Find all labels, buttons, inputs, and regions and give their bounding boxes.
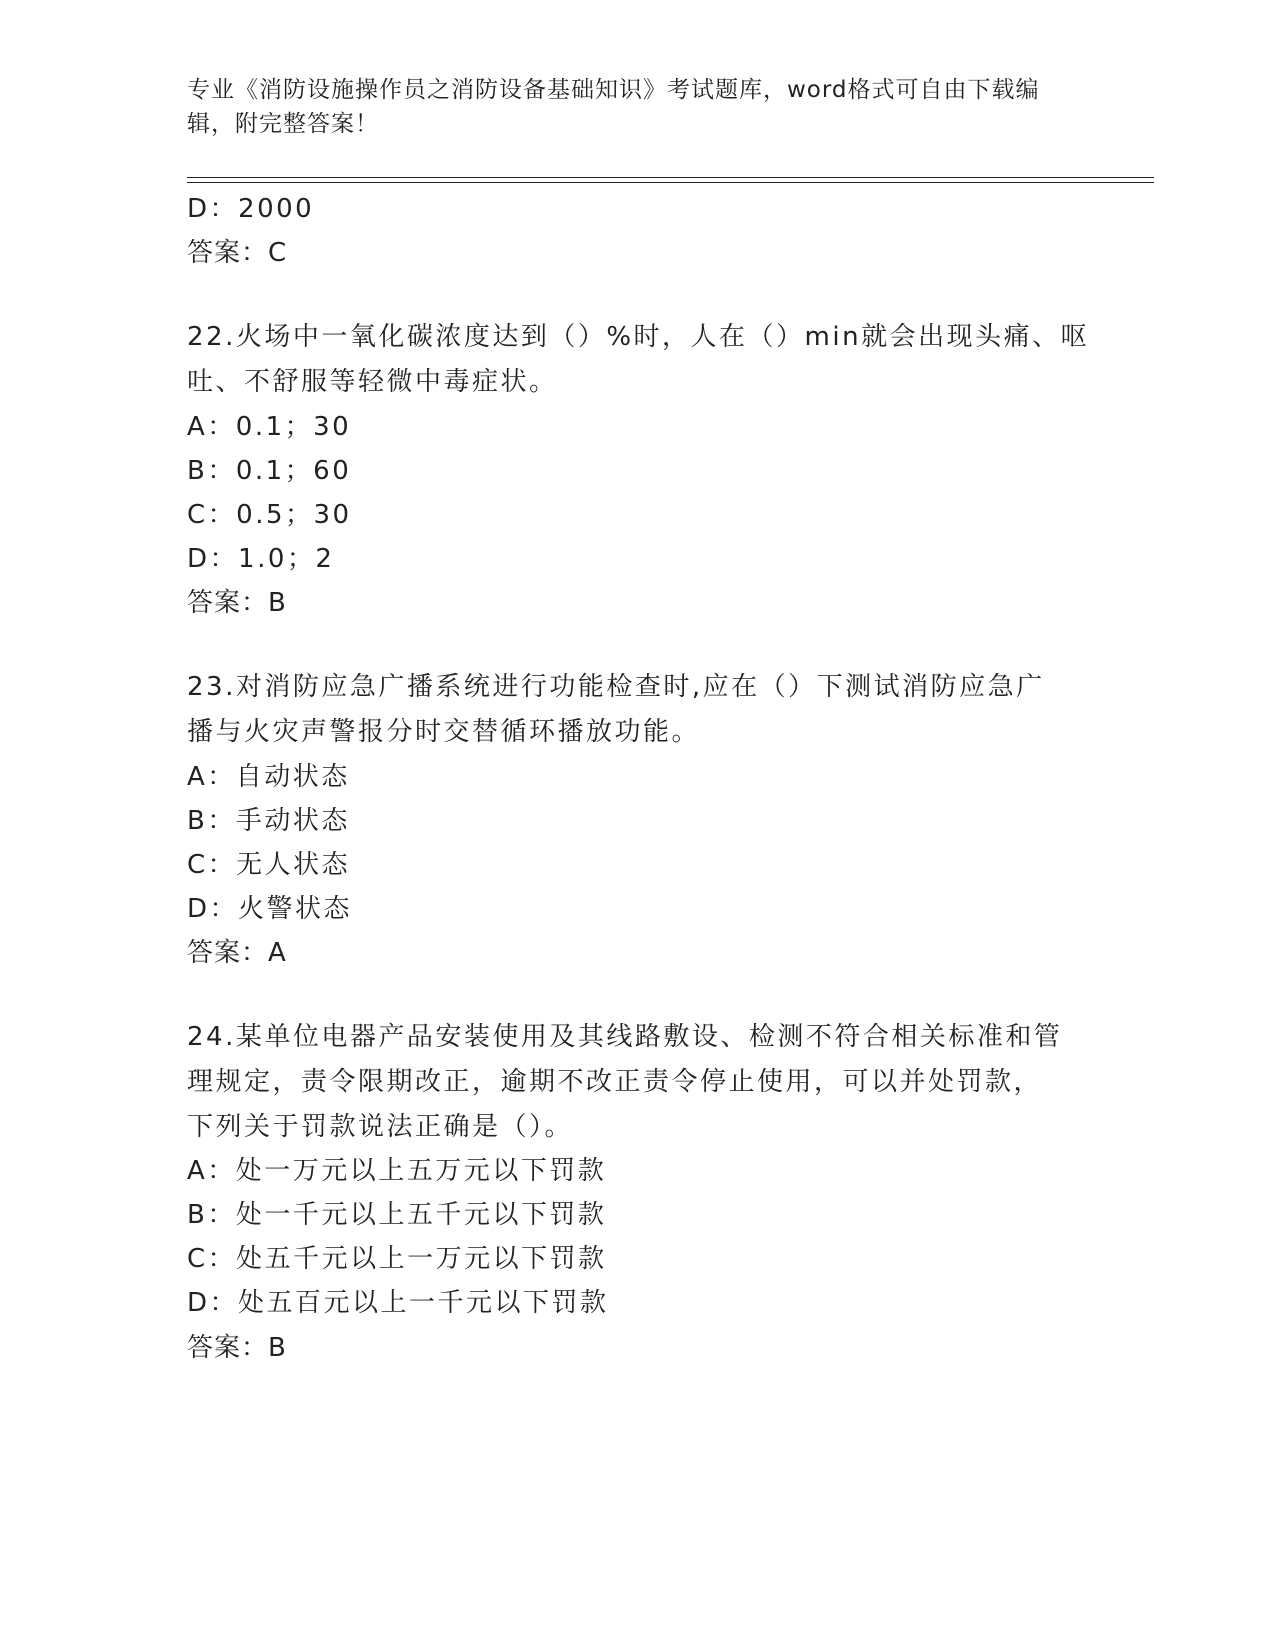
question-24-stem-line-1: 24.某单位电器产品安装使用及其线路敷设、检测不符合相关标准和管 bbox=[187, 1022, 1063, 1052]
question-22-option-b: B：0.1；60 bbox=[187, 456, 352, 486]
header-divider-top bbox=[187, 177, 1154, 178]
question-24-option-a: A：处一万元以上五万元以下罚款 bbox=[187, 1156, 607, 1186]
header-divider-bottom bbox=[187, 182, 1154, 183]
question-22-option-c: C：0.5；30 bbox=[187, 500, 352, 530]
question-22-option-a: A：0.1；30 bbox=[187, 412, 352, 442]
question-23-option-b: B：手动状态 bbox=[187, 806, 350, 836]
question-23-option-d: D：火警状态 bbox=[187, 894, 353, 924]
question-22-option-d: D：1.0；2 bbox=[187, 544, 335, 574]
question-23-stem-line-2: 播与火灾声警报分时交替循环播放功能。 bbox=[187, 717, 701, 747]
answer: 答案：C bbox=[187, 238, 288, 268]
question-23-option-c: C：无人状态 bbox=[187, 850, 351, 880]
question-24-option-c: C：处五千元以上一万元以下罚款 bbox=[187, 1244, 607, 1274]
question-23-answer: 答案：A bbox=[187, 938, 287, 968]
question-23-option-a: A：自动状态 bbox=[187, 762, 350, 792]
question-22-answer: 答案：B bbox=[187, 588, 287, 618]
question-24-stem-line-2: 理规定，责令限期改正，逾期不改正责令停止使用，可以并处罚款， bbox=[187, 1067, 1043, 1097]
question-24-stem-line-3: 下列关于罚款说法正确是（）。 bbox=[187, 1112, 574, 1142]
question-24-option-d: D：处五百元以上一千元以下罚款 bbox=[187, 1288, 609, 1318]
question-24-option-b: B：处一千元以上五千元以下罚款 bbox=[187, 1200, 607, 1230]
question-23-stem-line-1: 23.对消防应急广播系统进行功能检查时,应在（）下测试消防应急广 bbox=[187, 672, 1045, 702]
question-24-answer: 答案：B bbox=[187, 1333, 287, 1363]
question-22-stem-line-1: 22.火场中一氧化碳浓度达到（）%时，人在（）min就会出现头痛、呕 bbox=[187, 322, 1090, 352]
document-header: 专业《消防设施操作员之消防设备基础知识》考试题库，word格式可自由下载编辑，附完整答案！ bbox=[187, 77, 1040, 137]
option-d: D：2000 bbox=[187, 194, 315, 224]
question-22-stem-line-2: 吐、不舒服等轻微中毒症状。 bbox=[187, 367, 558, 397]
